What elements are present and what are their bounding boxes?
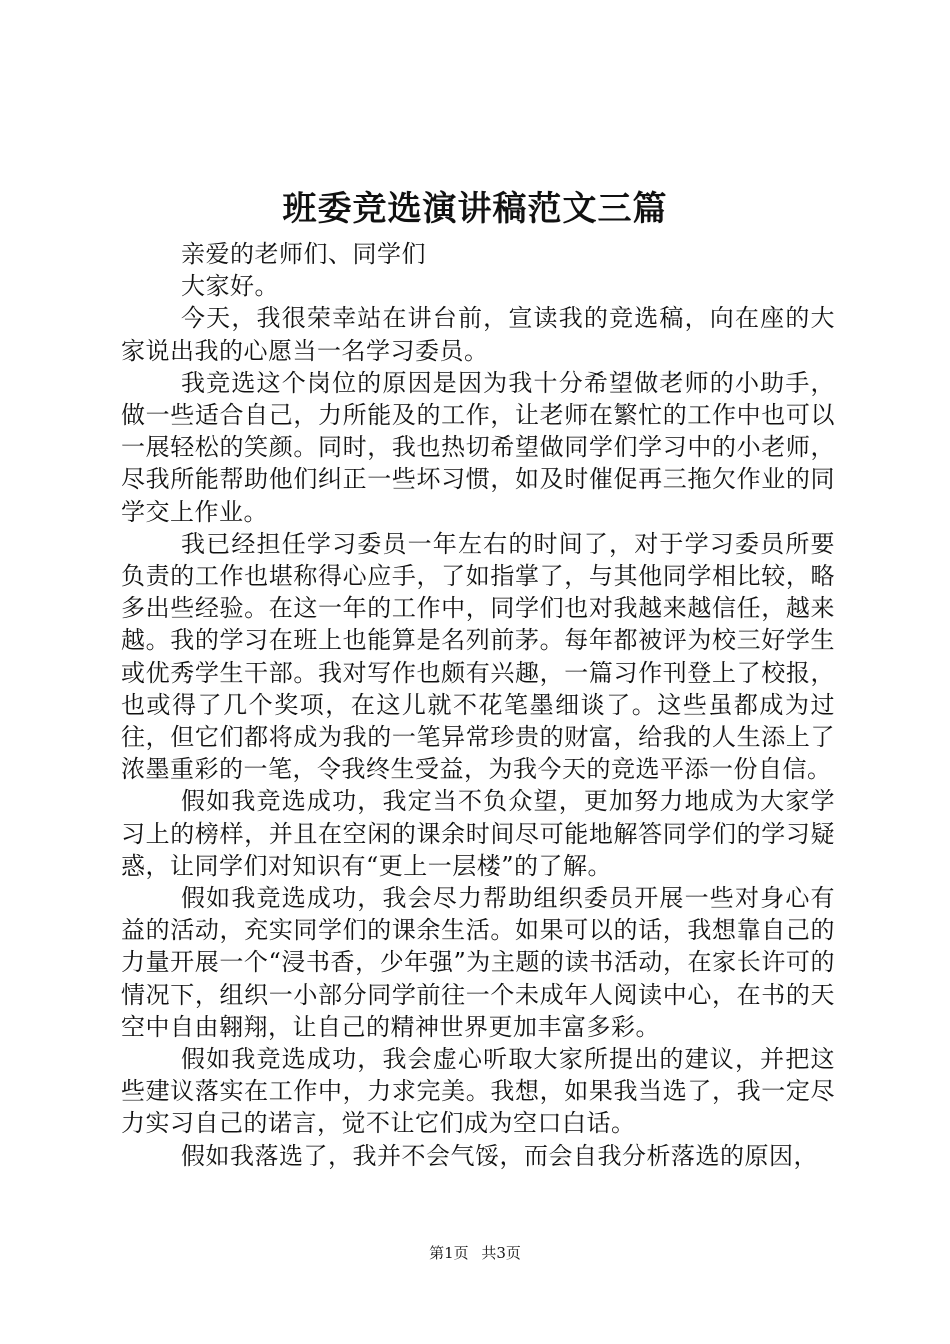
paragraph: 今天，我很荣幸站在讲台前，宣读我的竞选稿，向在座的大家说出我的心愿当一名学习委员。 — [121, 304, 835, 365]
document-body — [121, 238, 835, 1172]
paragraph: 假如我竞选成功，我会尽力帮助组织委员开展一些对身心有益的活动，充实同学们的课余生活。如果可以的话，我想靠自己的力量开展一个“浸书香，少年强”为主题的读书活动，在家长许可的情况下，组织一小部分同学前往一个未成年人阅读中心，在书的天空中自由翱翔，让自己的精神世界更加丰富多彩。 — [121, 884, 835, 1041]
paragraph-greeting: 大家好。 — [181, 272, 279, 301]
paragraph: 假如我落选了，我并不会气馁，而会自我分析落选的原因， — [181, 1141, 818, 1170]
page-total: 共3页 — [481, 1244, 521, 1262]
paragraph: 假如我竞选成功，我会虚心听取大家所提出的建议，并把这些建议落实在工作中，力求完美。我想，如果我当选了，我一定尽力实习自己的诺言，觉不让它们成为空口白话。 — [121, 1045, 835, 1138]
paragraph-salutation: 亲爱的老师们、同学们 — [181, 240, 426, 268]
paragraph: 假如我竞选成功，我定当不负众望，更加努力地成为大家学习上的榜样，并且在空闲的课余时间尽可能地解答同学们的学习疑惑，让同学们对知识有“更上一层楼”的了解。 — [121, 787, 835, 880]
page-number: 第1页 — [429, 1244, 469, 1262]
page-title: 班委竞选演讲稿范文三篇 — [282, 189, 668, 229]
paragraph: 我竞选这个岗位的原因是因为我十分希望做老师的小助手，做一些适合自己，力所能及的工作，让老师在繁忙的工作中也可以一展轻松的笑颜。同时，我也热切希望做同学们学习中的小老师，尽我所能帮助他们纠正一些坏习惯，如及时催促再三拖欠作业的同学交上作业。 — [121, 368, 835, 526]
paragraph: 我已经担任学习委员一年左右的时间了，对于学习委员所要负责的工作也堪称得心应手，了如指掌了，与其他同学相比较，略多出些经验。在这一年的工作中，同学们也对我越来越信任，越来越。我的学习在班上也能算是名列前茅。每年都被评为校三好学生或优秀学生干部。我对写作也颇有兴趣，一篇习作刊登上了校报，也或得了几个奖项，在这儿就不花笔墨细谈了。这些虽都成为过往，但它们都将成为我的一笔异常珍贵的财富，给我的人生添上了浓墨重彩的一笔，令我终生受益，为我今天的竞选平添一份自信。 — [121, 529, 835, 784]
page-footer — [0, 1243, 950, 1263]
